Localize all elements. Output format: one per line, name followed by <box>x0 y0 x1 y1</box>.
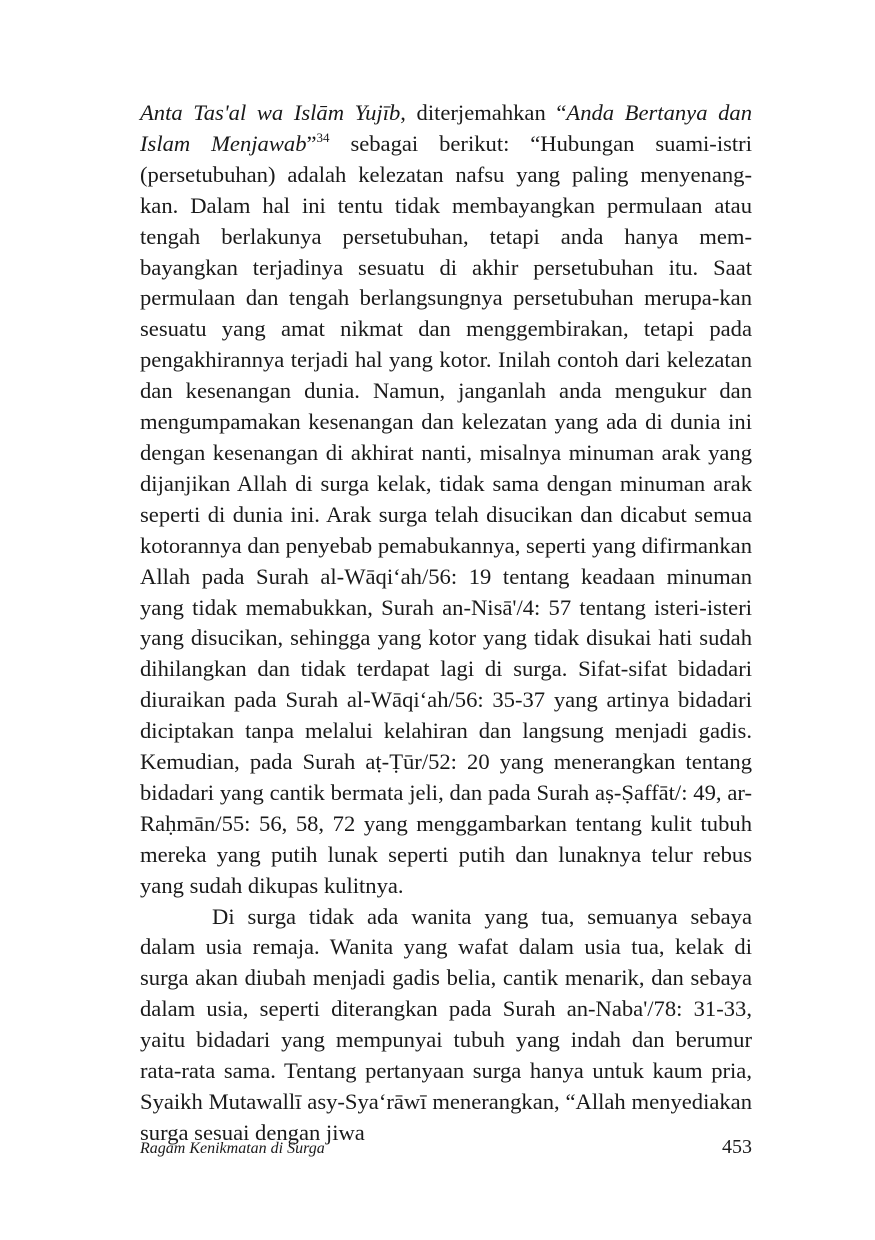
paragraph-1-body: sebagai berikut: “Hubungan suami-istri (persetubuhan) adalah kelezatan nafsu yang paling menyenang-kan. Dalam hal ini tentu tidak membayangkan permulaan atau tengah berlakunya persetubuhan, tetapi anda hanya mem-bayangkan terjadinya sesuatu di akhir persetubuhan itu. Saat permulaan dan tengah berlangsungnya persetubuhan merupa-kan sesuatu yang amat nikmat dan menggembirakan, tetapi pada pengakhirannya terjadi hal yang kotor. Inilah contoh dari kelezatan dan kesenangan dunia. Namun, janganlah anda mengukur dan mengumpamakan kesenangan dan kelezatan yang ada di dunia ini dengan kesenangan di akhirat nanti, misalnya minuman arak yang dijanjikan Allah di surga kelak, tidak sama dengan minuman arak seperti di dunia ini. Arak surga telah disucikan dan dicabut semua kotorannya dan penyebab pemabukannya, seperti yang difirmankan Allah pada Surah al-Wāqi‘ah/56: 19 tentang keadaan minuman yang tidak memabukkan, Surah an-Nisā'/4: 57 tentang isteri-isteri yang disucikan, sehingga yang kotor yang tidak disukai hati sudah dihilangkan dan tidak terdapat lagi di surga. Sifat-sifat bidadari diuraikan pada Surah al-Wāqi‘ah/56: 35-37 yang artinya bidadari diciptakan tanpa melalui kelahiran dan langsung menjadi gadis. Kemudian, pada Surah aṭ-Ṭūr/52: 20 yang menerangkan tentang bidadari yang cantik bermata jeli, dan pada Surah aṣ-Ṣaffāt/: 49, ar-Raḥmān/55: 56, 58, 72 yang menggambarkan tentang kulit tubuh mereka yang putih lunak seperti putih dan lunaknya telur rebus yang sudah dikupas kulitnya. <box>140 130 752 898</box>
page-footer <box>140 1136 752 1166</box>
paragraph-2-body: Di surga tidak ada wanita yang tua, semuanya sebaya dalam usia remaja. Wanita yang wafat dalam usia tua, kelak di surga akan diubah menjadi gadis belia, cantik menarik, dan sebaya dalam usia, seperti diterangkan pada Surah an-Naba'/78: 31-33, yaitu bidadari yang mempunyai tubuh yang indah dan berumur rata-rata sama. Tentang pertanyaan surga hanya untuk kaum pria, Syaikh Mutawallī asy-Sya‘rāwī menerangkan, “Allah menyediakan surga sesuai dengan jiwa <box>140 903 752 1145</box>
paragraph-1 <box>140 98 752 902</box>
paragraph-2 <box>140 902 752 1149</box>
body-text <box>140 98 752 1149</box>
closing-quote: ” <box>306 130 317 156</box>
running-title: Ragam Kenikmatan di Surga <box>140 1140 325 1157</box>
intro-text: , diterjemahkan “ <box>400 100 567 125</box>
book-title-italic: Anta Tas'al wa Islām Yujīb <box>140 100 401 125</box>
footnote-reference: 34 <box>316 129 330 145</box>
translated-title-italic: Anda Bertanya dan Islam Menjawab <box>140 100 752 156</box>
page-number: 453 <box>722 1136 752 1158</box>
